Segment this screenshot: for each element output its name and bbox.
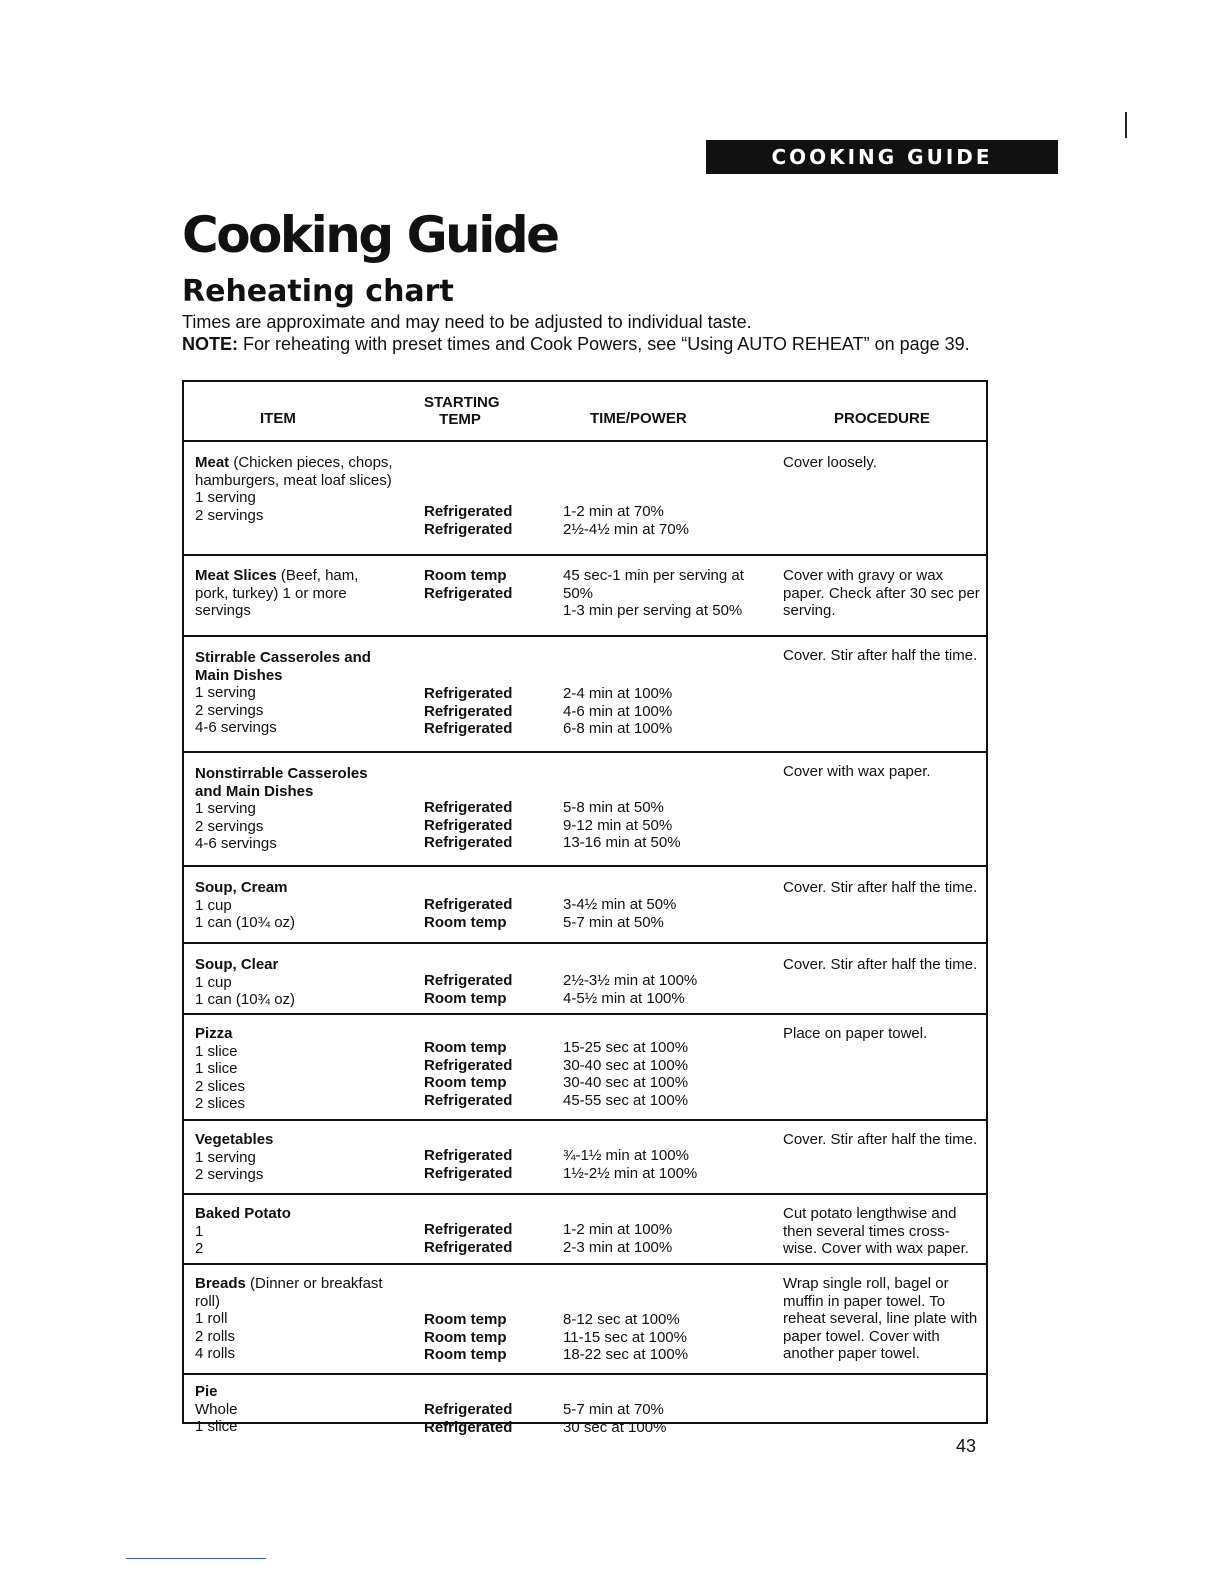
serving-amount: Whole (195, 1400, 238, 1418)
item-description (195, 765, 395, 800)
starting-temp: Refrigerated (424, 584, 513, 602)
time-power: 5-7 min at 70% (563, 1401, 664, 1418)
starting-temp: Refrigerated (424, 1091, 513, 1109)
serving-amount: 2 servings (195, 506, 264, 524)
item-description (195, 1205, 395, 1223)
time-power: ¾-1½ min at 100% (563, 1147, 689, 1164)
item-cell (195, 879, 395, 932)
starting-temp: Room temp (424, 1039, 507, 1056)
table-row (184, 1121, 986, 1195)
serving-amount: 2 servings (195, 1166, 264, 1184)
starting-temp: Refrigerated (424, 1418, 513, 1436)
time-power-cell (563, 896, 778, 931)
serving-amount: 4-6 servings (195, 835, 277, 853)
item-description (195, 1025, 395, 1043)
item-description (195, 567, 395, 620)
starting-temp: Refrigerated (424, 1221, 513, 1238)
time-power: 5-8 min at 50% (563, 799, 664, 816)
starting-temp-cell (424, 1311, 544, 1364)
item-description (195, 1383, 395, 1401)
item-description (195, 1275, 395, 1310)
time-power: 1-2 min at 70% (563, 503, 664, 520)
serving-amount: 1 serving (195, 800, 256, 818)
table-row (184, 1015, 986, 1121)
item-name: Nonstirrable Casseroles and Main Dishes (195, 765, 368, 800)
time-power: 2-4 min at 100% (563, 685, 673, 702)
serving-amount: 1 (195, 1222, 204, 1240)
procedure-cell: Cover with gravy or wax paper. Check after 30 sec per serving. (783, 567, 980, 620)
item-cell (195, 956, 395, 1009)
table-row (184, 753, 986, 867)
intro-line: Times are approximate and may need to be adjusted to individual taste. (182, 312, 752, 332)
starting-temp-cell (424, 1401, 544, 1436)
table-row (184, 556, 986, 637)
item-cell (195, 649, 395, 737)
time-power-cell (563, 799, 778, 852)
time-power: 2-3 min at 100% (563, 1238, 673, 1256)
starting-temp: Refrigerated (424, 834, 513, 852)
item-name: Breads (195, 1275, 246, 1292)
serving-amount: 1 serving (195, 1148, 256, 1166)
time-power: 2½-3½ min at 100% (563, 972, 698, 989)
starting-temp-cell (424, 1221, 544, 1256)
procedure-cell: Place on paper towel. (783, 1025, 928, 1042)
item-cell (195, 1025, 395, 1113)
starting-temp: Room temp (424, 567, 507, 584)
starting-temp: Refrigerated (424, 702, 513, 720)
time-power-cell (563, 567, 753, 620)
serving-amount: 2 slices (195, 1077, 246, 1095)
item-name: Pie (195, 1383, 218, 1400)
section-tab: COOKING GUIDE (706, 140, 1058, 174)
time-power: 18-22 sec at 100% (563, 1346, 689, 1364)
time-power: 1-3 min per serving at 50% (563, 602, 743, 620)
procedure-cell: Cover with wax paper. (783, 763, 931, 780)
starting-temp: Refrigerated (424, 1238, 513, 1256)
note (182, 333, 972, 355)
starting-temp: Refrigerated (424, 816, 513, 834)
time-power: 8-12 sec at 100% (563, 1311, 680, 1328)
table-row (184, 944, 986, 1015)
chart-subtitle: Reheating chart (182, 274, 454, 309)
time-power: 1½-2½ min at 100% (563, 1164, 698, 1182)
serving-amount: 1 roll (195, 1310, 228, 1328)
table-row (184, 637, 986, 753)
table-row (184, 442, 986, 556)
item-name: Meat (195, 454, 230, 471)
starting-temp: Refrigerated (424, 1401, 513, 1418)
item-cell (195, 765, 395, 853)
serving-amount: 1 cup (195, 896, 232, 914)
time-power: 4-5½ min at 100% (563, 989, 685, 1007)
serving-amount: 1 serving (195, 684, 256, 702)
starting-temp: Room temp (424, 1346, 507, 1364)
time-power-cell (563, 1401, 778, 1436)
starting-temp: Refrigerated (424, 799, 513, 816)
serving-amount: 2 slices (195, 1095, 246, 1113)
starting-temp: Refrigerated (424, 520, 513, 538)
header-procedure: PROCEDURE (834, 410, 930, 427)
item-description (195, 649, 395, 684)
time-power: 45-55 sec at 100% (563, 1091, 689, 1109)
starting-temp: Room temp (424, 913, 507, 931)
starting-temp: Refrigerated (424, 896, 513, 913)
item-name: Soup, Clear (195, 956, 279, 973)
time-power-cell (563, 1039, 778, 1109)
starting-temp: Refrigerated (424, 1164, 513, 1182)
starting-temp-cell (424, 896, 544, 931)
table-row (184, 1375, 986, 1443)
item-cell (195, 1131, 395, 1184)
table-body (184, 442, 986, 1443)
header-starting-temp (424, 394, 500, 428)
item-name: Baked Potato (195, 1205, 291, 1222)
starting-temp-cell (424, 1147, 544, 1182)
header-temp-line2: TEMP (439, 411, 481, 428)
starting-temp: Room temp (424, 1328, 507, 1346)
time-power-cell (563, 972, 778, 1007)
page-number: 43 (956, 1436, 977, 1456)
serving-amount: 1 can (10¾ oz) (195, 991, 296, 1009)
procedure-cell: Cover. Stir after half the time. (783, 647, 978, 664)
serving-amount: 2 rolls (195, 1327, 236, 1345)
starting-temp-cell (424, 972, 544, 1007)
table-row (184, 1195, 986, 1265)
time-power-cell (563, 503, 778, 538)
starting-temp: Refrigerated (424, 1147, 513, 1164)
starting-temp: Refrigerated (424, 1056, 513, 1074)
procedure-cell: Cut potato lengthwise and then several times cross-wise. Cover with wax paper. (783, 1205, 969, 1258)
starting-temp-cell (424, 799, 544, 852)
starting-temp: Refrigerated (424, 972, 513, 989)
time-power: 45 sec-1 min per serving at 50% (563, 567, 744, 602)
starting-temp: Room temp (424, 989, 507, 1007)
time-power: 9-12 min at 50% (563, 816, 673, 834)
serving-amount: 1 slice (195, 1418, 238, 1436)
item-description (195, 454, 395, 489)
starting-temp: Refrigerated (424, 720, 513, 738)
time-power: 4-6 min at 100% (563, 702, 673, 720)
serving-amount: 2 (195, 1240, 204, 1258)
note-text: For reheating with preset times and Cook Powers, see “Using AUTO REHEAT” on page 39. (243, 334, 970, 354)
time-power-cell (563, 1147, 778, 1182)
item-description (195, 956, 395, 974)
time-power: 5-7 min at 50% (563, 913, 664, 931)
intro-text (182, 311, 972, 355)
item-description (195, 1131, 395, 1149)
serving-amount: 4-6 servings (195, 719, 277, 737)
serving-amount: 1 serving (195, 489, 256, 507)
header-item: ITEM (260, 410, 296, 427)
starting-temp: Refrigerated (424, 503, 513, 520)
procedure-cell: Cover loosely. (783, 454, 877, 471)
reheating-chart-table (182, 380, 988, 1436)
item-cell (195, 1205, 395, 1258)
table-row (184, 1265, 986, 1375)
procedure-cell: Cover. Stir after half the time. (783, 879, 978, 896)
serving-amount: 4 rolls (195, 1345, 236, 1363)
time-power: 2½-4½ min at 70% (563, 520, 689, 538)
header-time-power: TIME/POWER (590, 410, 687, 427)
serving-amount: 2 servings (195, 701, 264, 719)
serving-amount: 1 can (10¾ oz) (195, 914, 296, 932)
item-name: Meat Slices (195, 567, 277, 584)
time-power: 11-15 sec at 100% (563, 1328, 687, 1346)
procedure-cell: Cover. Stir after half the time. (783, 956, 978, 973)
time-power: 30-40 sec at 100% (563, 1056, 689, 1074)
time-power: 30-40 sec at 100% (563, 1074, 689, 1092)
time-power: 3-4½ min at 50% (563, 896, 677, 913)
time-power: 13-16 min at 50% (563, 834, 681, 852)
item-name: Pizza (195, 1025, 233, 1042)
time-power: 30 sec at 100% (563, 1418, 667, 1436)
time-power-cell (563, 1311, 778, 1364)
item-cell (195, 567, 395, 620)
edge-mark (1125, 112, 1127, 138)
starting-temp-cell (424, 685, 544, 738)
item-description (195, 879, 395, 897)
serving-amount: 2 servings (195, 817, 264, 835)
starting-temp-cell (424, 503, 544, 538)
serving-amount: 1 slice (195, 1042, 238, 1060)
time-power-cell (563, 685, 778, 738)
item-name-detail: (Beef, ham, pork, turkey) 1 or more servings (195, 567, 359, 620)
item-name: Soup, Cream (195, 879, 288, 896)
footer-rule (126, 1558, 266, 1559)
procedure-cell: Cover. Stir after half the time. (783, 1131, 978, 1148)
header-temp-line1: STARTING (424, 394, 500, 411)
procedure-cell: Wrap single roll, bagel or muffin in paper towel. To reheat several, line plate with paper towel. Cover with another paper towel. (783, 1275, 978, 1363)
starting-temp-cell (424, 1039, 544, 1109)
item-name: Vegetables (195, 1131, 274, 1148)
time-power: 15-25 sec at 100% (563, 1039, 689, 1056)
starting-temp-cell (424, 567, 544, 602)
page-title: Cooking Guide (182, 206, 558, 264)
note-label: NOTE: (182, 334, 238, 354)
time-power-cell (563, 1221, 778, 1256)
time-power: 6-8 min at 100% (563, 720, 673, 738)
item-cell (195, 1383, 395, 1436)
table-row (184, 867, 986, 944)
item-cell (195, 1275, 395, 1363)
table-header (184, 382, 986, 442)
item-name-detail: (Dinner or breakfast roll) (195, 1275, 383, 1310)
time-power: 1-2 min at 100% (563, 1221, 673, 1238)
serving-amount: 1 slice (195, 1060, 238, 1078)
starting-temp: Room temp (424, 1074, 507, 1092)
starting-temp: Refrigerated (424, 685, 513, 702)
item-name-detail: (Chicken pieces, chops, hamburgers, meat loaf slices) (195, 454, 393, 489)
starting-temp: Room temp (424, 1311, 507, 1328)
item-cell (195, 454, 395, 524)
item-name: Stirrable Casseroles and Main Dishes (195, 649, 371, 684)
serving-amount: 1 cup (195, 973, 232, 991)
